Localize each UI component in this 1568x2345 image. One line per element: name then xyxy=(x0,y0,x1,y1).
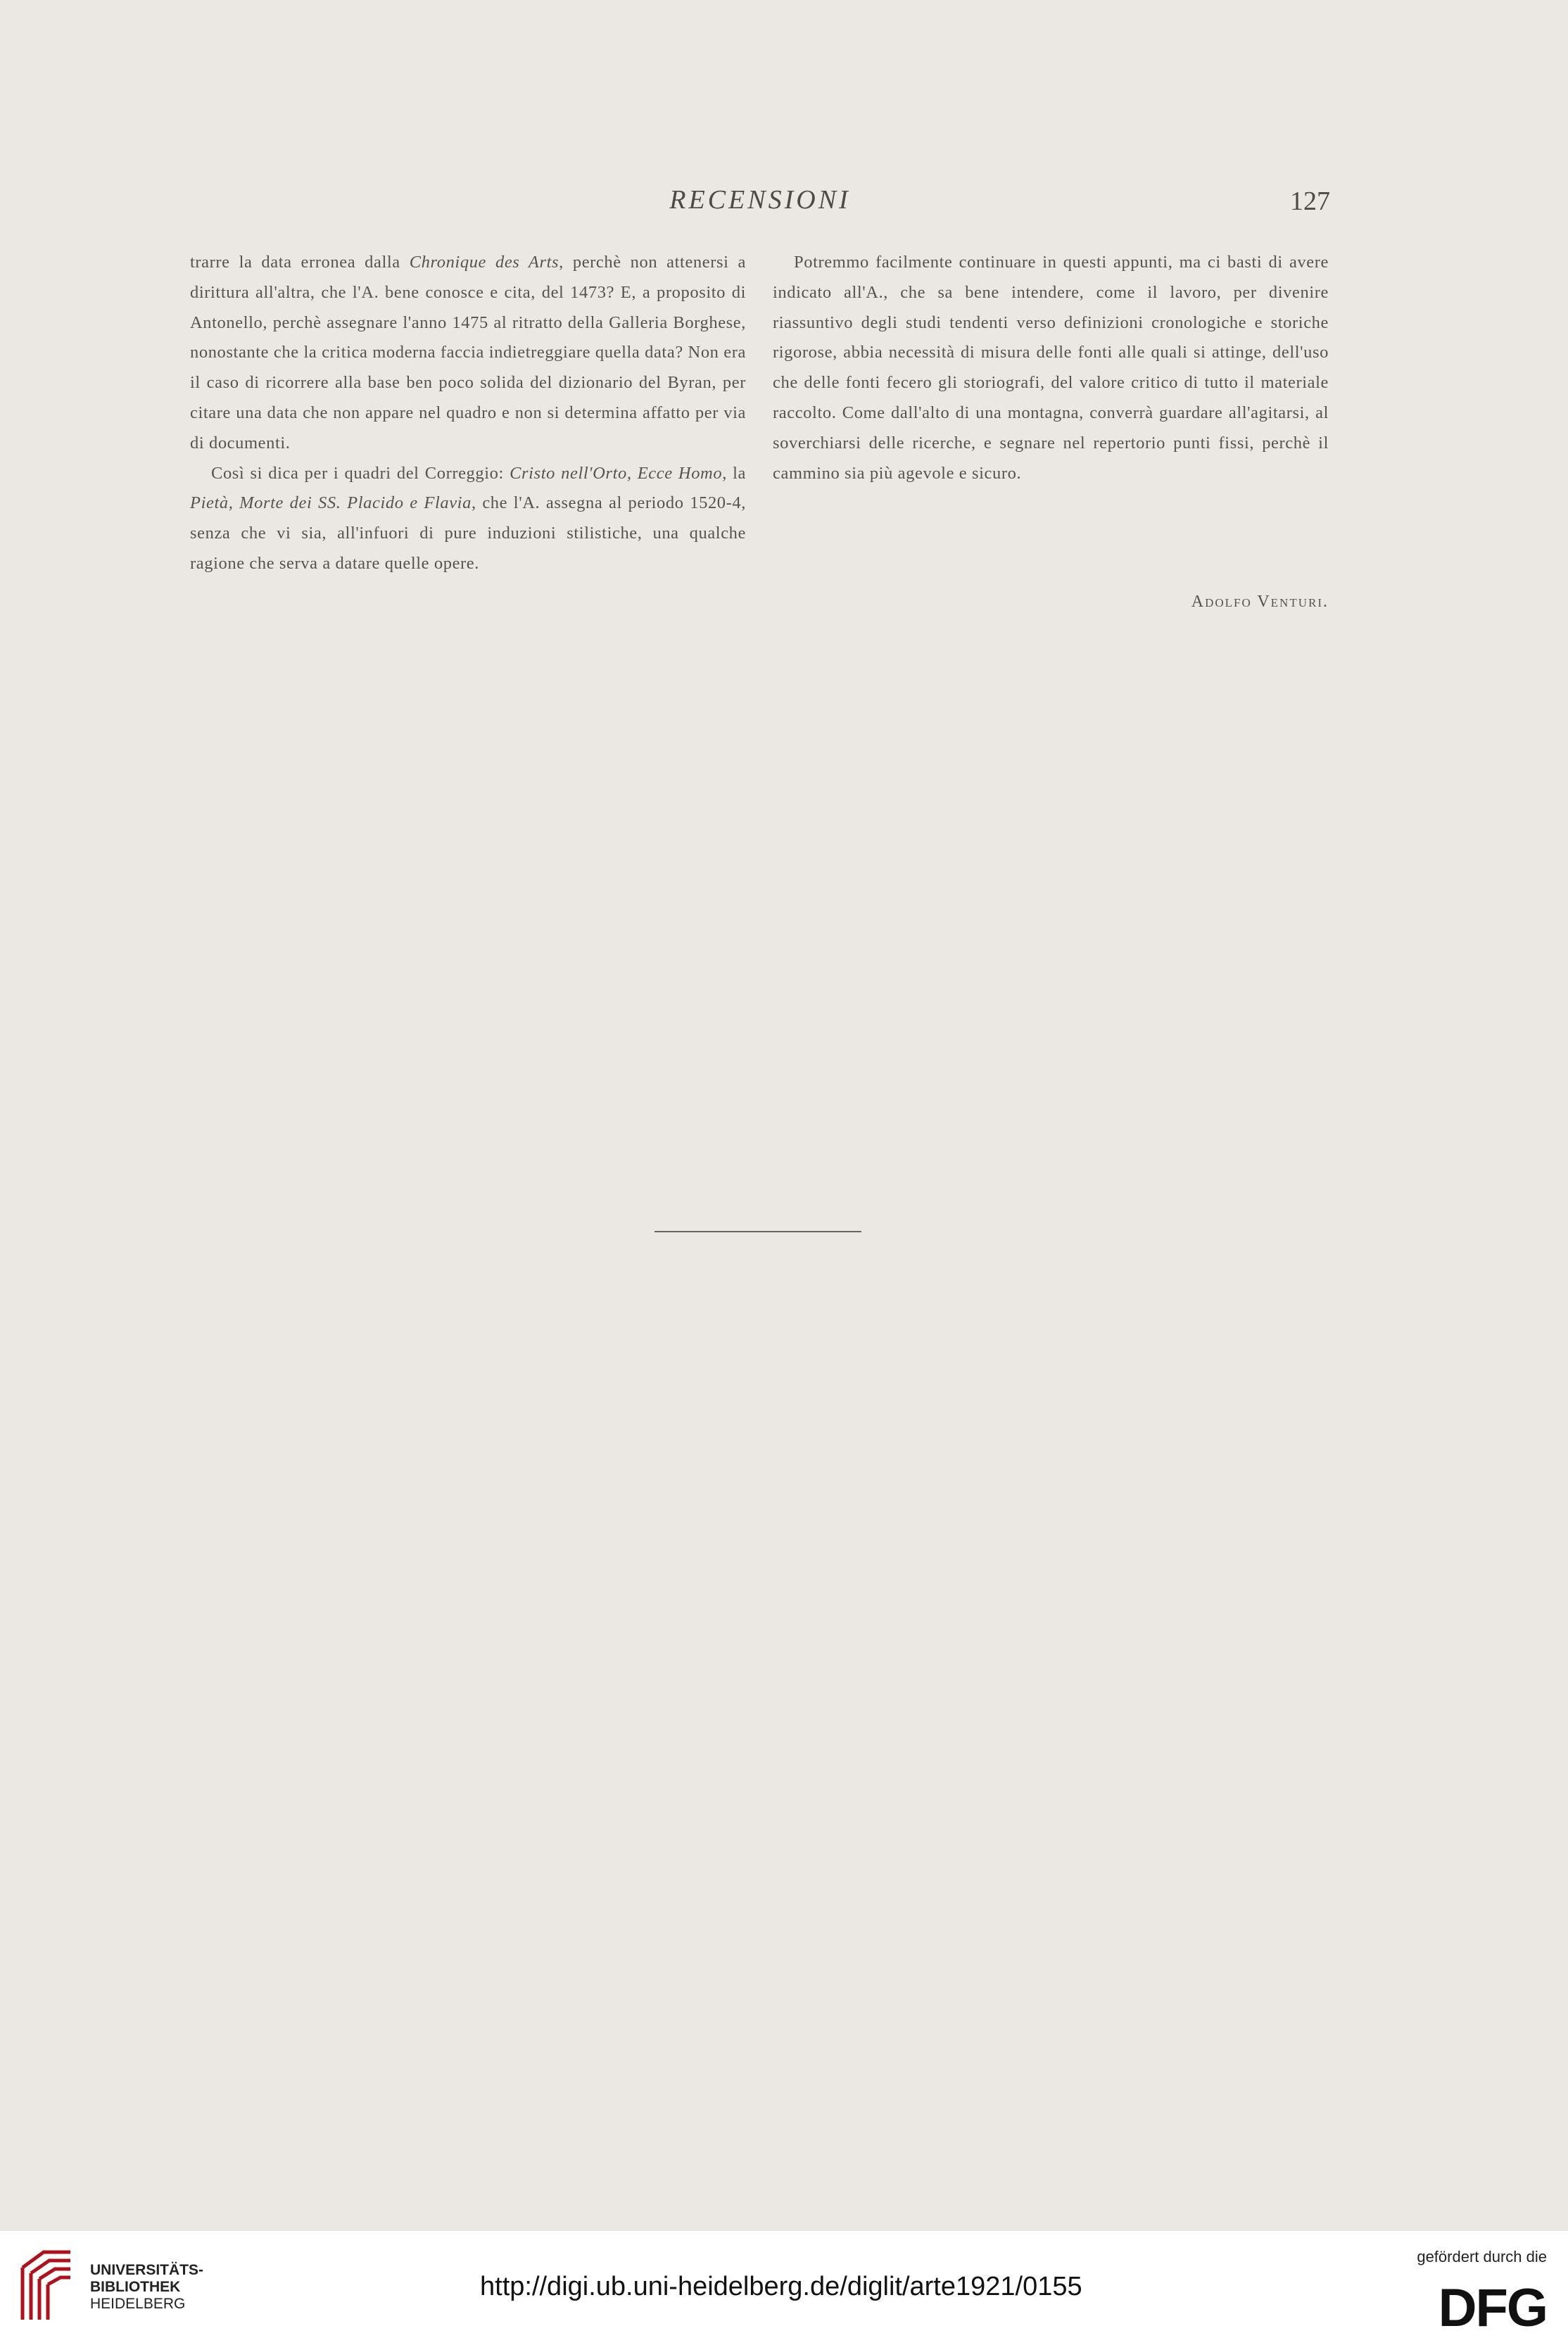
left-paragraph-1 xyxy=(190,248,746,459)
running-head xyxy=(190,184,1330,227)
text-run: , la xyxy=(722,463,746,483)
italic-title: Cristo nell'Orto, Ecce Homo xyxy=(510,463,723,483)
university-library-logo-icon xyxy=(15,2246,76,2325)
author-signature: Adolfo Venturi. xyxy=(1191,593,1329,611)
funding-caption: gefördert durch die xyxy=(1417,2248,1547,2265)
italic-title: Chronique des Arts xyxy=(409,253,559,272)
italic-title: Pietà, Morte dei SS. Placido e Flavia xyxy=(190,493,472,513)
university-library-name xyxy=(90,2262,203,2313)
right-paragraph-1: Potremmo facilmente continuare in questi appunti, ma ci basti di avere indicato all'A., che sa bene intendere, come il lavoro, per divenire riassuntivo degli studi tendenti verso definizioni cronologiche e storiche rigorose, abbia necessità di misura delle fonti alle quali si attinge, dell'uso che delle fonti fecero gli storiografi, del valore critico di tutto il materiale raccolto. Come dall'alto di una montagna, converrà guardare all'agitarsi, al soverchiarsi delle ricerche, e segnare nel repertorio punti fissi, perchè il cammino sia più agevole e sicuro. xyxy=(773,253,1329,483)
text-run: trarre la data erronea dalla xyxy=(190,253,410,272)
library-name-line: HEIDELBERG xyxy=(90,2296,186,2312)
text-run: , che l'A. assegna al periodo 1520-4, senza che vi sia, all'infuori di pure induzioni stilistiche, una qualche ragione che serva a datare quelle opere. xyxy=(190,493,746,573)
library-name-line: BIBLIOTHEK xyxy=(90,2279,181,2295)
text-run: Così si dica per i quadri del Correggio: xyxy=(211,463,510,483)
permalink-url[interactable]: http://digi.ub.uni-heidelberg.de/diglit/arte1921/0155 xyxy=(480,2272,1082,2301)
section-divider-rule xyxy=(655,1231,861,1232)
left-paragraph-2 xyxy=(190,459,746,579)
funder-block xyxy=(1385,2248,1547,2338)
text-run: , perchè non attenersi a dirittura all'altra, che l'A. bene conosce e cita, del 1473? E, a proposito di Antonello, perchè assegnare l'anno 1475 al ritratto della Galleria Borghese, nonostante che la critica moderna faccia indietreggiare quella data? Non era il caso di ricorrere alla base ben poco solida del dizionario del Byran, per citare una data che non appare nel quadro e non si determina affatto per via di documenti. xyxy=(190,253,746,453)
digitization-footer xyxy=(0,2231,1568,2345)
library-name-line: UNIVERSITÄTS- xyxy=(90,2262,204,2278)
left-column xyxy=(190,248,746,579)
page-number: 127 xyxy=(1290,187,1330,216)
dfg-logo-icon: DFG xyxy=(1438,2278,1547,2338)
right-column xyxy=(773,248,1329,488)
running-title: RECENSIONI xyxy=(669,185,851,215)
